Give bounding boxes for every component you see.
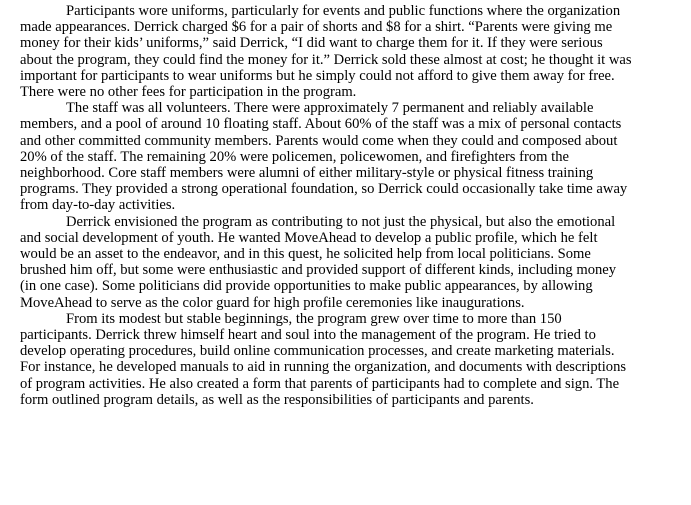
paragraph-staff: The staff was all volunteers. There were approximately 7 permanent and reliably available members, and a pool of around 10 floating staff. About 60% of the staff was a mix of personal contacts and other committed community members. Parents would come when they could and composed about 20% of the staff. The remaining 20% were policemen, policewomen, and firefighters from the neighborhood. Core staff members were alumni of either military-style or physical fitness training programs. They provided a strong operational foundation, so Derrick could occasionally take time away from day-to-day activities. — [20, 100, 628, 214]
paragraph-vision: Derrick envisioned the program as contributing to not just the physical, but also the emotional and social development of youth. He wanted MoveAhead to develop a public profile, which he felt would be an asset to the endeavor, and in this quest, he solicited help from local politicians. Some brushed him off, but some were enthusiastic and provided support of different kinds, including money (in one case). Some politicians did provide opportunities to make public appearances, by allowing MoveAhead to serve as the color guard for high profile ceremonies like inaugurations. — [20, 213, 617, 311]
paragraph-growth: From its modest but stable beginnings, the program grew over time to more than 150 participants. Derrick threw himself heart and soul into the management of the program. He tried to develop operating procedures, build online communication processes, and create marketing materials. For instance, he developed manuals to aid in running the organization, and documents with descriptions of program activities. He also created a form that parents of participants had to complete and sign. The form outlined program details, as well as the responsibilities of participants and parents. — [20, 310, 627, 408]
document-body — [20, 3, 634, 408]
paragraph-uniforms: Participants wore uniforms, particularly for events and public functions where the organization made appearances. Derrick charged $6 for a pair of shorts and $8 for a shirt. “Parents were giving me money for their kids’ uniforms,” said Derrick, “I did want to charge them for it. If they were serious about the program, they could find the money for it.” Derrick sold these almost at cost; he thought it was important for participants to wear uniforms but he simply could not afford to give them away for free. There were no other fees for participation in the program. — [20, 3, 632, 101]
